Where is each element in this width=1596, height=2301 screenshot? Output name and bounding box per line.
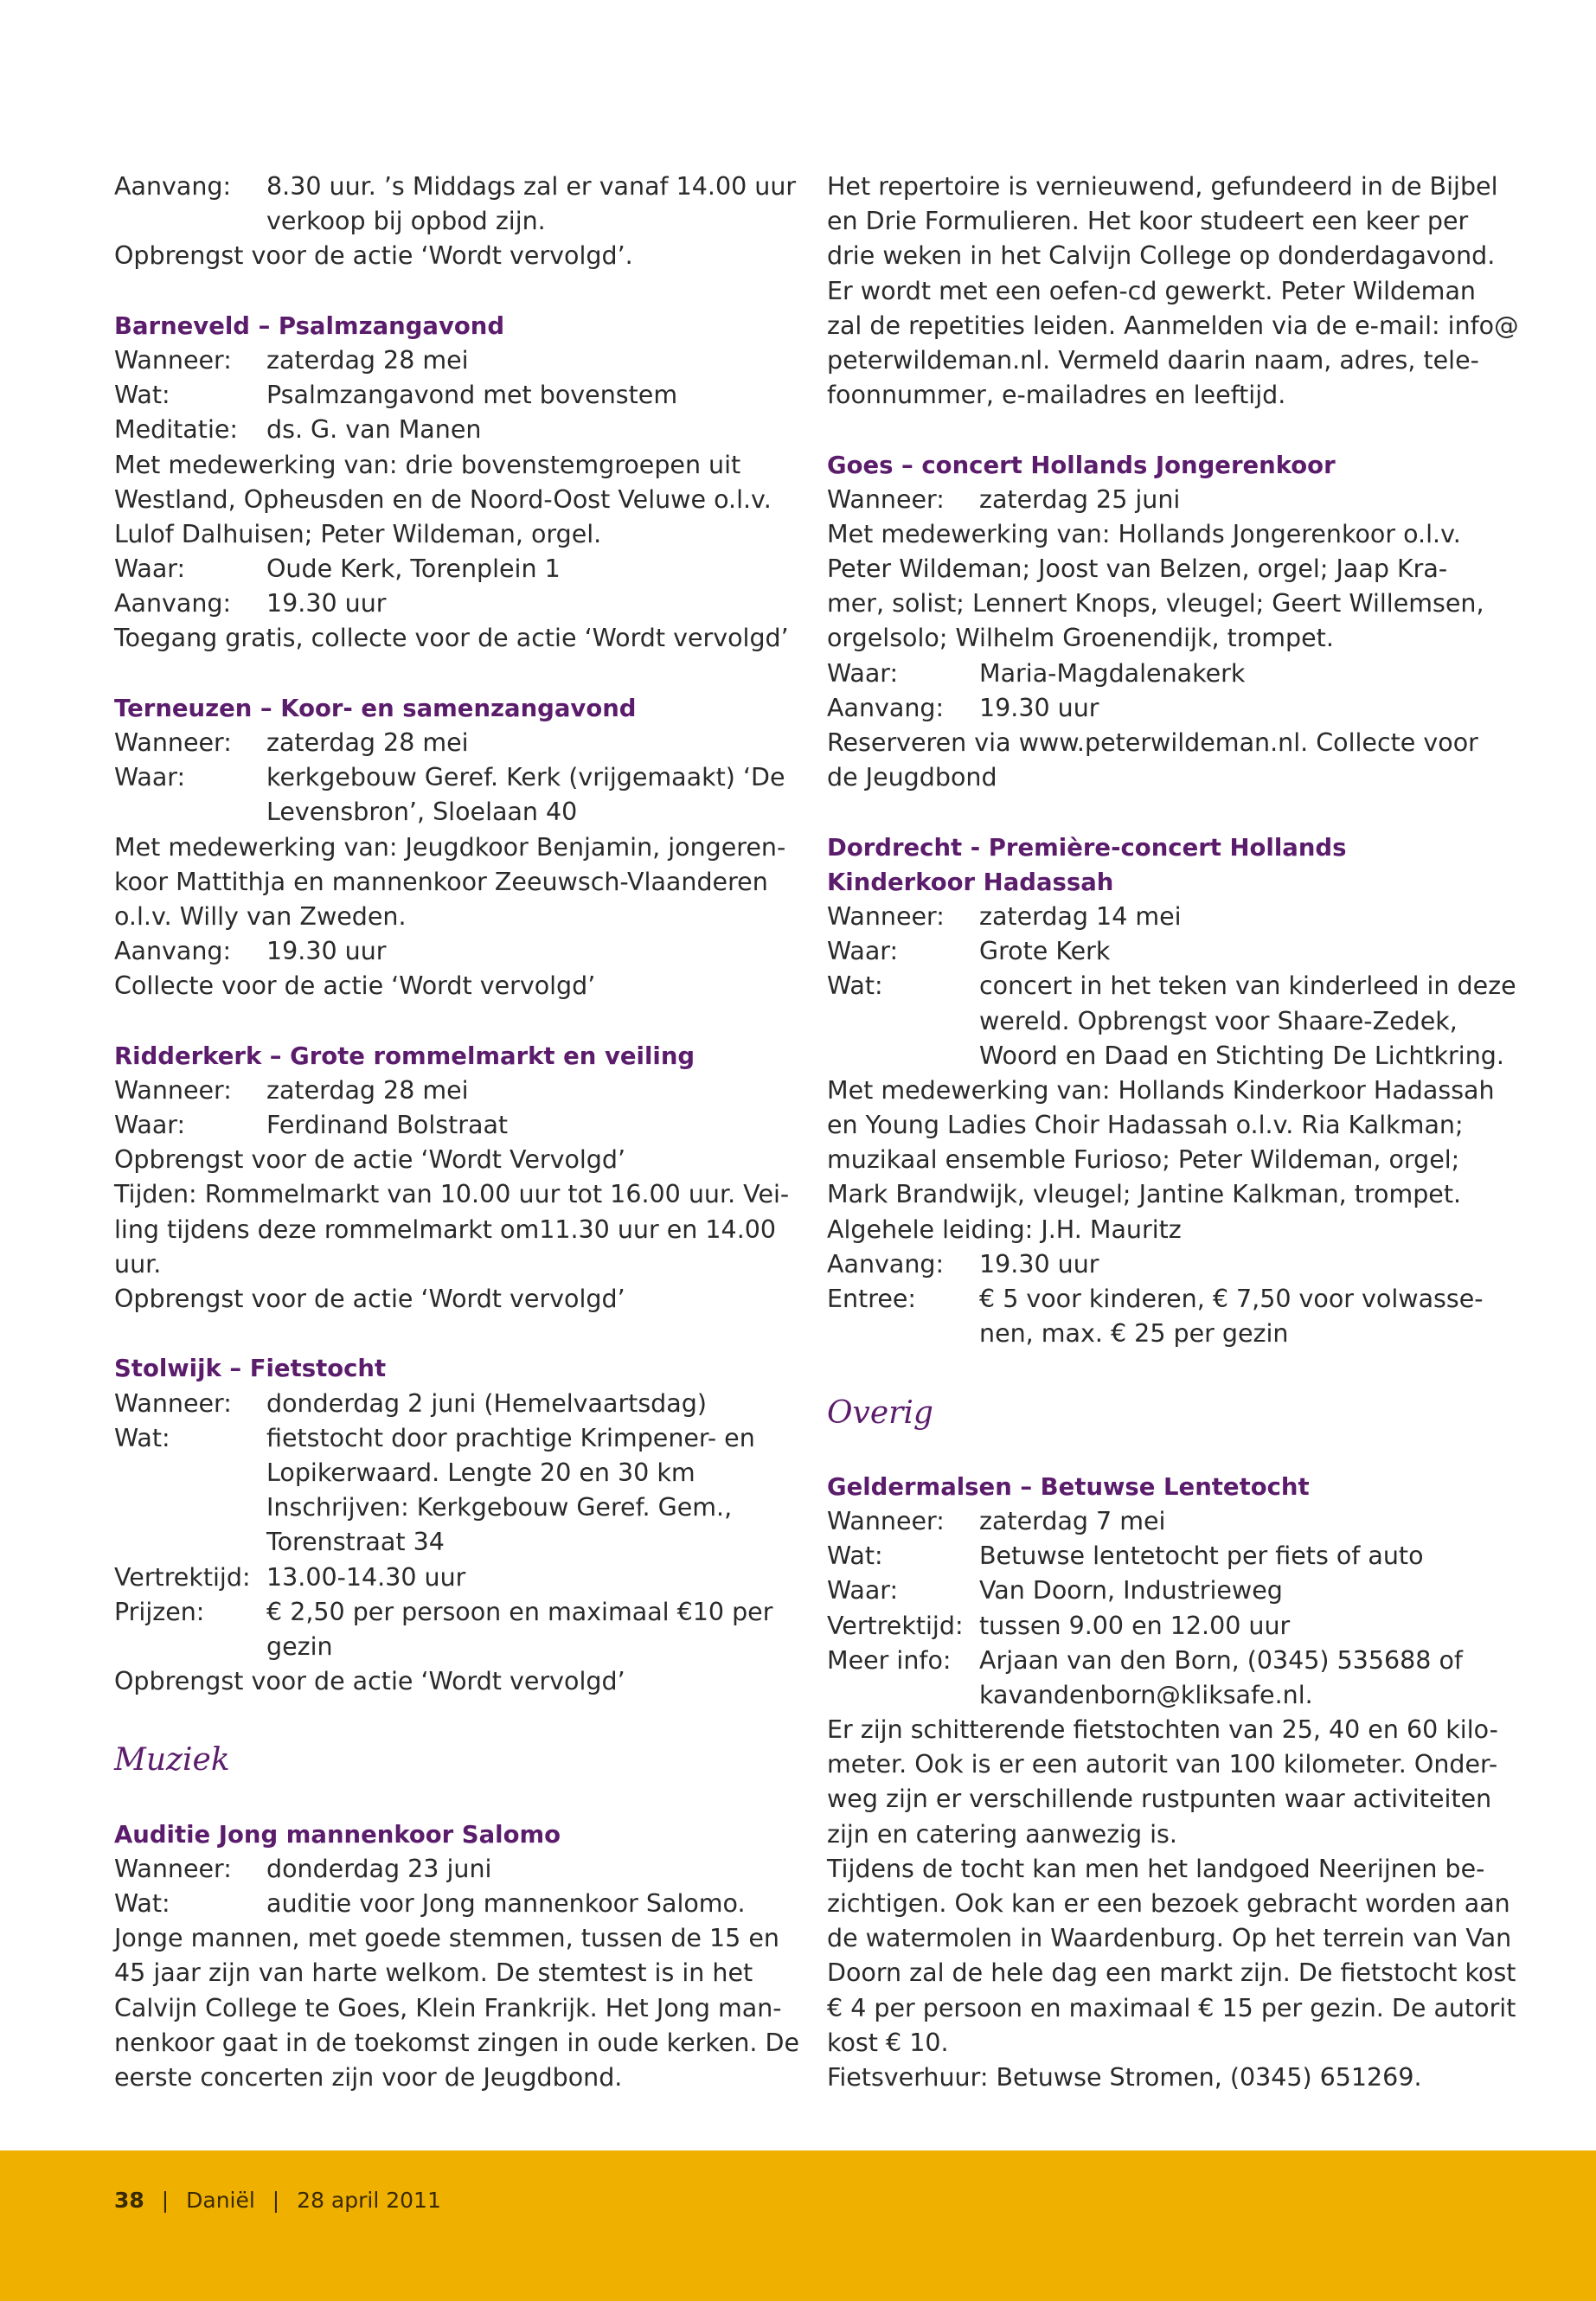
right-column — [827, 170, 1519, 2095]
field-label: Meer info: — [827, 1645, 952, 1675]
body-text: Opbrengst voor de actie ‘Wordt vervolgd’ — [114, 1285, 625, 1313]
body-text: Toegang gratis, collecte voor de actie ‘Wordt vervolgd’ — [114, 624, 789, 653]
body-text: koor Mattithja en mannenkoor Zeeuwsch-Vlaanderen — [114, 867, 768, 896]
intro-aanvang-cont — [114, 204, 806, 239]
field-row — [827, 1644, 1493, 1678]
field-value: kerkgebouw Geref. Kerk (vrijgemaakt) ‘De — [266, 763, 785, 792]
field-value: verkoop bij opbod zijn. — [266, 207, 546, 236]
field-label: Wat: — [114, 1423, 170, 1452]
field-label: Wanneer: — [827, 1506, 945, 1535]
field-row — [827, 1574, 1493, 1608]
field-label: Wanneer: — [114, 728, 232, 757]
footer — [114, 2185, 441, 2216]
body-text: Peter Wildeman; Joost van Belzen, orgel; Jaap Kra- — [827, 554, 1448, 584]
field-value: Grote Kerk — [979, 937, 1111, 966]
event-heading-dordrecht-cont: Kinderkoor Hadassah — [827, 868, 1114, 896]
body-text: Jonge mannen, met goede stemmen, tussen de 15 en — [114, 1924, 779, 1953]
body-text: foonnummer, e-mailadres en leeftijd. — [827, 381, 1286, 410]
field-label: Wanneer: — [114, 1388, 232, 1418]
field-value: donderdag 23 juni — [266, 1854, 492, 1883]
field-row — [114, 1525, 806, 1560]
field-row — [827, 1678, 1493, 1713]
body-text: de watermolen in Waardenburg. Op het terrein van Van — [827, 1924, 1512, 1953]
field-label: Wanneer: — [114, 345, 232, 375]
field-value: ds. G. van Manen — [266, 415, 482, 445]
event-heading-stolwijk: Stolwijk – Fietstocht — [114, 1355, 387, 1383]
field-row — [114, 1595, 806, 1630]
body-text: zijn en catering aanwezig is. — [827, 1819, 1177, 1849]
event-heading-barneveld: Barneveld – Psalmzangavond — [114, 311, 505, 340]
field-row — [114, 413, 806, 447]
section-title-muziek: Muziek — [114, 1742, 230, 1779]
body-text: o.l.v. Willy van Zweden. — [114, 901, 407, 931]
field-row — [114, 378, 806, 413]
field-row — [114, 343, 806, 378]
body-text: Mark Brandwijk, vleugel; Jantine Kalkman, trompet. — [827, 1180, 1462, 1209]
field-row — [114, 795, 806, 830]
field-label: Aanvang: — [114, 589, 232, 619]
field-value: zaterdag 25 juni — [979, 484, 1181, 514]
field-row — [827, 934, 1493, 969]
body-text: Opbrengst voor de actie ‘Wordt vervolgd’ — [114, 1667, 625, 1696]
field-value: Ferdinand Bolstraat — [266, 1111, 509, 1140]
body-text: zichtigen. Ook kan er een bezoek gebracht worden aan — [827, 1889, 1510, 1918]
field-value: gezin — [266, 1631, 333, 1661]
field-value: Lopikerwaard. Lengte 20 en 30 km — [266, 1458, 695, 1487]
field-label: Aanvang: — [114, 937, 232, 966]
field-label: Waar: — [114, 763, 186, 792]
field-value: Van Doorn, Industrieweg — [979, 1576, 1283, 1606]
body-text: Collecte voor de actie ‘Wordt vervolgd’ — [114, 971, 596, 1001]
field-value: Inschrijven: Kerkgebouw Geref. Gem., — [266, 1493, 733, 1522]
field-row — [827, 1004, 1493, 1039]
body-text: uur. — [114, 1249, 162, 1279]
body-text: kost € 10. — [827, 2028, 949, 2057]
body-text: Met medewerking van: Hollands Kinderkoor Hadassah — [827, 1075, 1495, 1105]
left-column — [114, 170, 806, 2095]
body-text: Er zijn schitterende fietstochten van 25, 40 en 60 kilo- — [827, 1715, 1498, 1745]
field-value: Levensbron’, Sloelaan 40 — [266, 798, 578, 827]
body-text: zal de repetities leiden. Aanmelden via de e-mail: info@ — [827, 311, 1519, 340]
body-text: Doorn zal de hele dag een markt zijn. De fietstocht kost — [827, 1958, 1516, 1988]
body-text: eerste concerten zijn voor de Jeugdbond. — [114, 2062, 623, 2092]
field-label: Wat: — [114, 1889, 170, 1918]
event-heading-ridderkerk: Ridderkerk – Grote rommelmarkt en veiling — [114, 1042, 695, 1070]
field-row — [827, 1247, 1493, 1282]
field-label: Waar: — [827, 1576, 899, 1606]
field-row — [827, 969, 1516, 1003]
field-value: 19.30 uur — [979, 1249, 1099, 1279]
field-label: Waar: — [827, 937, 899, 966]
field-value: tussen 9.00 en 12.00 uur — [979, 1611, 1291, 1640]
footer-separator: | — [161, 2188, 170, 2213]
footer-separator: | — [272, 2188, 280, 2213]
field-row — [114, 1887, 806, 1921]
intro-aanvang — [114, 170, 806, 204]
field-value: € 2,50 per persoon en maximaal €10 per — [266, 1597, 773, 1626]
body-text: Opbrengst voor de actie ‘Wordt Vervolgd’ — [114, 1145, 626, 1175]
body-text: weg zijn er verschillende rustpunten waar activiteiten — [827, 1785, 1492, 1814]
field-label: Wanneer: — [827, 484, 945, 514]
field-label: Wat: — [827, 1541, 883, 1571]
field-value: 13.00-14.30 uur — [266, 1562, 466, 1592]
field-value: 8.30 uur. ’s Middags zal er vanaf 14.00 uur — [266, 172, 797, 201]
event-heading-goes: Goes – concert Hollands Jongerenkoor — [827, 451, 1336, 479]
field-row — [114, 1456, 806, 1490]
field-value: concert in het teken van kinderleed in deze — [979, 971, 1516, 1001]
body-text: Met medewerking van: drie bovenstemgroepen uit — [114, 450, 741, 479]
field-row — [114, 552, 806, 586]
field-value: Psalmzangavond met bovenstem — [266, 381, 678, 410]
field-value: donderdag 2 juni (Hemelvaartsdag) — [266, 1388, 707, 1418]
field-value: wereld. Opbrengst voor Shaare-Zedek, — [979, 1006, 1458, 1035]
field-label: Meditatie: — [114, 415, 239, 445]
body-text: Er wordt met een oefen-cd gewerkt. Peter Wildeman — [827, 276, 1476, 305]
body-text: Algehele leiding: J.H. Mauritz — [827, 1215, 1182, 1244]
field-value: zaterdag 14 mei — [979, 901, 1182, 931]
field-value: nen, max. € 25 per gezin — [979, 1319, 1289, 1349]
field-row — [827, 1609, 1493, 1644]
field-row — [114, 726, 806, 760]
body-text: meter. Ook is er een autorit van 100 kilometer. Onder- — [827, 1750, 1498, 1779]
field-value: Torenstraat 34 — [266, 1528, 445, 1557]
field-label: Aanvang: — [114, 172, 232, 201]
field-row — [827, 1539, 1493, 1574]
field-row — [827, 1282, 1493, 1317]
body-text: Het repertoire is vernieuwend, gefundeerd in de Bijbel — [827, 172, 1498, 201]
field-value: fietstocht door prachtige Krimpener- en — [266, 1423, 755, 1452]
field-label: Entree: — [827, 1285, 917, 1313]
field-row — [114, 1490, 806, 1525]
field-value: Oude Kerk, Torenplein 1 — [266, 554, 561, 584]
body-text: orgelsolo; Wilhelm Groenendijk, trompet. — [827, 624, 1334, 653]
field-row — [827, 657, 1493, 691]
field-row — [114, 934, 806, 969]
field-label: Vertrektijd: — [827, 1611, 964, 1640]
body-text: Tijden: Rommelmarkt van 10.00 uur tot 16.00 uur. Vei- — [114, 1180, 790, 1209]
field-value: 19.30 uur — [979, 693, 1099, 722]
field-label: Wanneer: — [114, 1075, 232, 1105]
body-text: Met medewerking van: Hollands Jongerenkoor o.l.v. — [827, 519, 1461, 548]
field-row — [114, 1421, 806, 1456]
field-label: Prijzen: — [114, 1597, 205, 1626]
body-text: € 4 per persoon en maximaal € 15 per gezin. De autorit — [827, 1993, 1516, 2022]
footer-bar — [0, 2150, 1596, 2301]
body-text: Reserveren via www.peterwildeman.nl. Collecte voor — [827, 728, 1478, 757]
body-text: mer, solist; Lennert Knops, vleugel; Geert Willemsen, — [827, 589, 1484, 619]
body-text: muzikaal ensemble Furioso; Peter Wildeman, orgel; — [827, 1145, 1460, 1175]
field-row — [827, 1039, 1504, 1074]
field-label: Wat: — [114, 381, 170, 410]
field-label: Wat: — [827, 971, 883, 1001]
body-text: nenkoor gaat in de toekomst zingen in oude kerken. De — [114, 2028, 800, 2057]
field-value: € 5 voor kinderen, € 7,50 voor volwasse- — [979, 1285, 1484, 1313]
body-text: peterwildeman.nl. Vermeld daarin naam, adres, tele- — [827, 345, 1479, 375]
page-number: 38 — [114, 2188, 144, 2213]
field-row — [827, 900, 1493, 934]
event-heading-geldermalsen: Geldermalsen – Betuwse Lentetocht — [827, 1472, 1310, 1501]
field-value: Woord en Daad en Stichting De Lichtkring. — [979, 1041, 1504, 1070]
field-label: Aanvang: — [827, 1249, 945, 1279]
field-row — [114, 1852, 806, 1887]
field-row — [827, 1504, 1493, 1539]
field-label: Wanneer: — [114, 1854, 232, 1883]
field-row — [114, 1630, 806, 1664]
body-text: Calvijn College te Goes, Klein Frankrijk. Het Jong man- — [114, 1993, 782, 2022]
body-text: Fietsverhuur: Betuwse Stromen, (0345) 651269. — [827, 2062, 1422, 2092]
field-value: auditie voor Jong mannenkoor Salomo. — [266, 1889, 746, 1918]
event-heading-terneuzen: Terneuzen – Koor- en samenzangavond — [114, 694, 637, 722]
field-row — [827, 691, 1493, 726]
email-text: kavandenborn@kliksafe.nl. — [979, 1680, 1313, 1709]
body-text: Lulof Dalhuisen; Peter Wildeman, orgel. — [114, 519, 602, 548]
field-label: Wanneer: — [827, 901, 945, 931]
field-value: Betuwse lentetocht per fiets of auto — [979, 1541, 1424, 1571]
field-label: Vertrektijd: — [114, 1562, 251, 1592]
issue-date: 28 april 2011 — [297, 2188, 441, 2213]
body-text: en Drie Formulieren. Het koor studeert een keer per — [827, 207, 1469, 236]
intro-opbrengst: Opbrengst voor de actie ‘Wordt vervolgd’. — [114, 241, 633, 271]
body-text: de Jeugdbond — [827, 763, 997, 792]
body-text: en Young Ladies Choir Hadassah o.l.v. Ria Kalkman; — [827, 1111, 1464, 1140]
field-label: Aanvang: — [827, 693, 945, 722]
body-text: ling tijdens deze rommelmarkt om11.30 uur en 14.00 — [114, 1215, 777, 1244]
field-value: zaterdag 7 mei — [979, 1506, 1166, 1535]
field-value: 19.30 uur — [266, 589, 387, 619]
field-row — [827, 1317, 1493, 1351]
field-value: zaterdag 28 mei — [266, 1075, 469, 1105]
field-label: Waar: — [114, 554, 186, 584]
field-row — [114, 1074, 806, 1108]
field-row — [114, 760, 806, 795]
field-value: Arjaan van den Born, (0345) 535688 of — [979, 1645, 1463, 1675]
event-heading-dordrecht: Dordrecht - Première-concert Hollands — [827, 833, 1347, 862]
section-title-overig: Overig — [827, 1394, 933, 1431]
body-text: Westland, Opheusden en de Noord-Oost Veluwe o.l.v. — [114, 484, 772, 514]
body-text: Met medewerking van: Jeugdkoor Benjamin, jongeren- — [114, 832, 786, 862]
field-value: zaterdag 28 mei — [266, 345, 469, 375]
field-row — [114, 1108, 806, 1143]
field-value: 19.30 uur — [266, 937, 387, 966]
body-text: 45 jaar zijn van harte welkom. De stemtest is in het — [114, 1958, 753, 1988]
field-row — [114, 1561, 806, 1595]
field-value: Maria-Magdalenakerk — [979, 658, 1246, 688]
body-text: Tijdens de tocht kan men het landgoed Neerijnen be- — [827, 1854, 1485, 1883]
field-label: Waar: — [114, 1111, 186, 1140]
field-value: zaterdag 28 mei — [266, 728, 469, 757]
field-label: Waar: — [827, 658, 899, 688]
field-row — [114, 586, 806, 621]
event-heading-auditie: Auditie Jong mannenkoor Salomo — [114, 1820, 561, 1849]
field-row — [827, 483, 1493, 517]
magazine-name: Daniël — [186, 2188, 255, 2213]
body-text: drie weken in het Calvijn College op donderdagavond. — [827, 241, 1496, 271]
field-row — [114, 1387, 806, 1421]
